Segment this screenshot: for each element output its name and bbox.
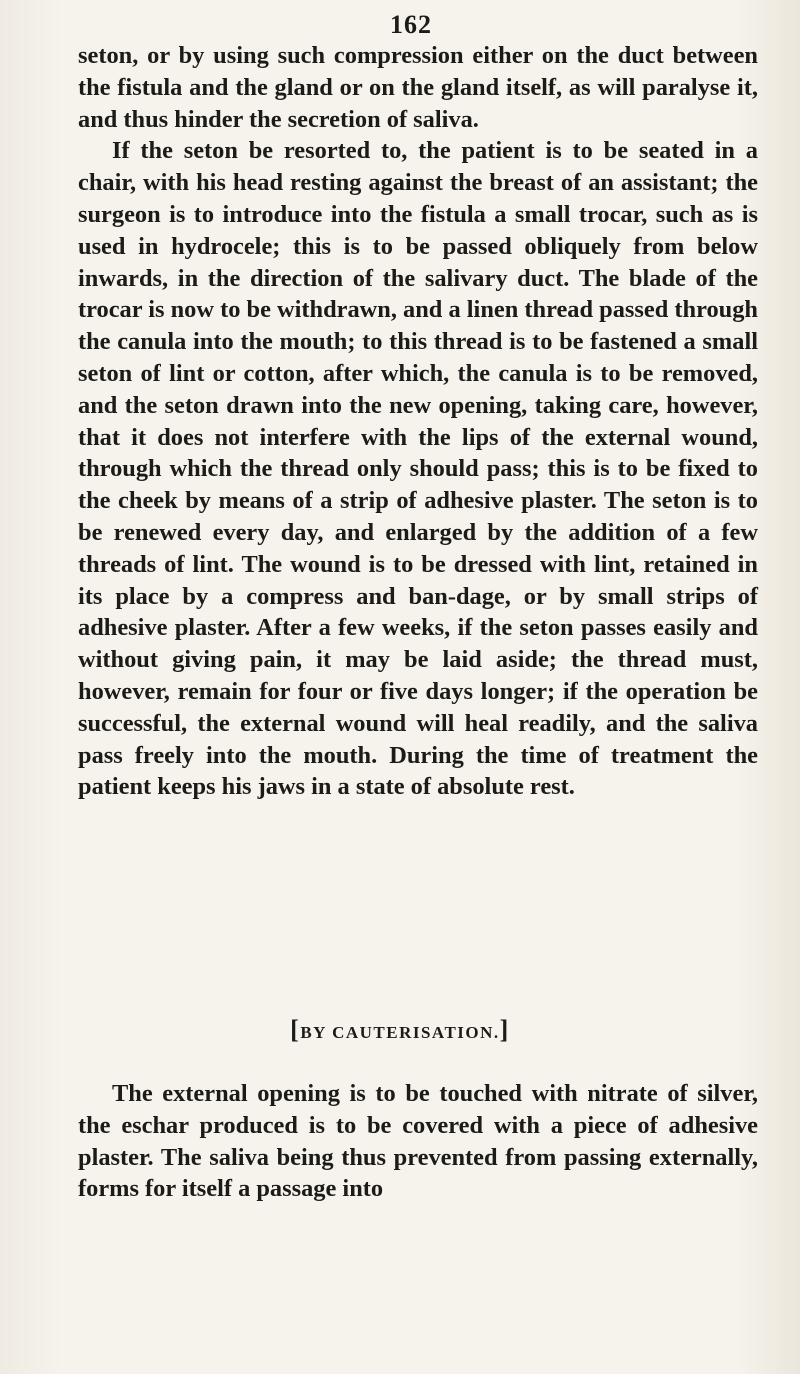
page-number: 162 xyxy=(390,10,432,39)
main-text-block xyxy=(78,40,758,803)
paragraph-continuation: seton, or by using such compression either on the duct between the fistula and the gland or on the gland itself, as will paralyse it, and thus hinder the secretion of saliva. xyxy=(78,42,758,133)
section-heading xyxy=(0,1015,800,1045)
cauterisation-text-block xyxy=(78,1078,758,1205)
section-heading-text: [ BY CAUTERISATION. ] xyxy=(290,1023,510,1042)
paragraph-cauterisation: The external opening is to be touched with nitrate of silver, the eschar produced is to be covered with a piece of adhesive plaster. The saliva being thus prevented from passing externally, forms for itself a passage into xyxy=(78,1080,758,1203)
paragraph-seton-procedure: If the seton be resorted to, the patient is to be seated in a chair, with his head resting against the breast of an assistant; the surgeon is to introduce into the fistula a small trocar, such as is used in hydrocele; this is to be passed obliquely from below inwards, in the direction of the salivary duct. The blade of the trocar is now to be withdrawn, and a linen thread passed through the canula into the mouth; to this thread is to be fastened a small seton of lint or cotton, after which, the canula is to be removed, and the seton drawn into the new opening, taking care, however, that it does not interfere with the lips of the external wound, through which the thread only should pass; this is to be fixed to the cheek by means of a strip of adhesive plaster. The seton is to be renewed every day, and enlarged by the addition of a few threads of lint. The wound is to be dressed with lint, retained in its place by a compress and ban-dage, or by small strips of adhesive plaster. After a few weeks, if the seton passes easily and without giving pain, it may be laid aside; the thread must, however, remain for four or five days longer; if the operation be successful, the external wound will heal readily, and the saliva pass freely into the mouth. During the time of treatment the patient keeps his jaws in a state of absolute rest. xyxy=(78,137,758,801)
